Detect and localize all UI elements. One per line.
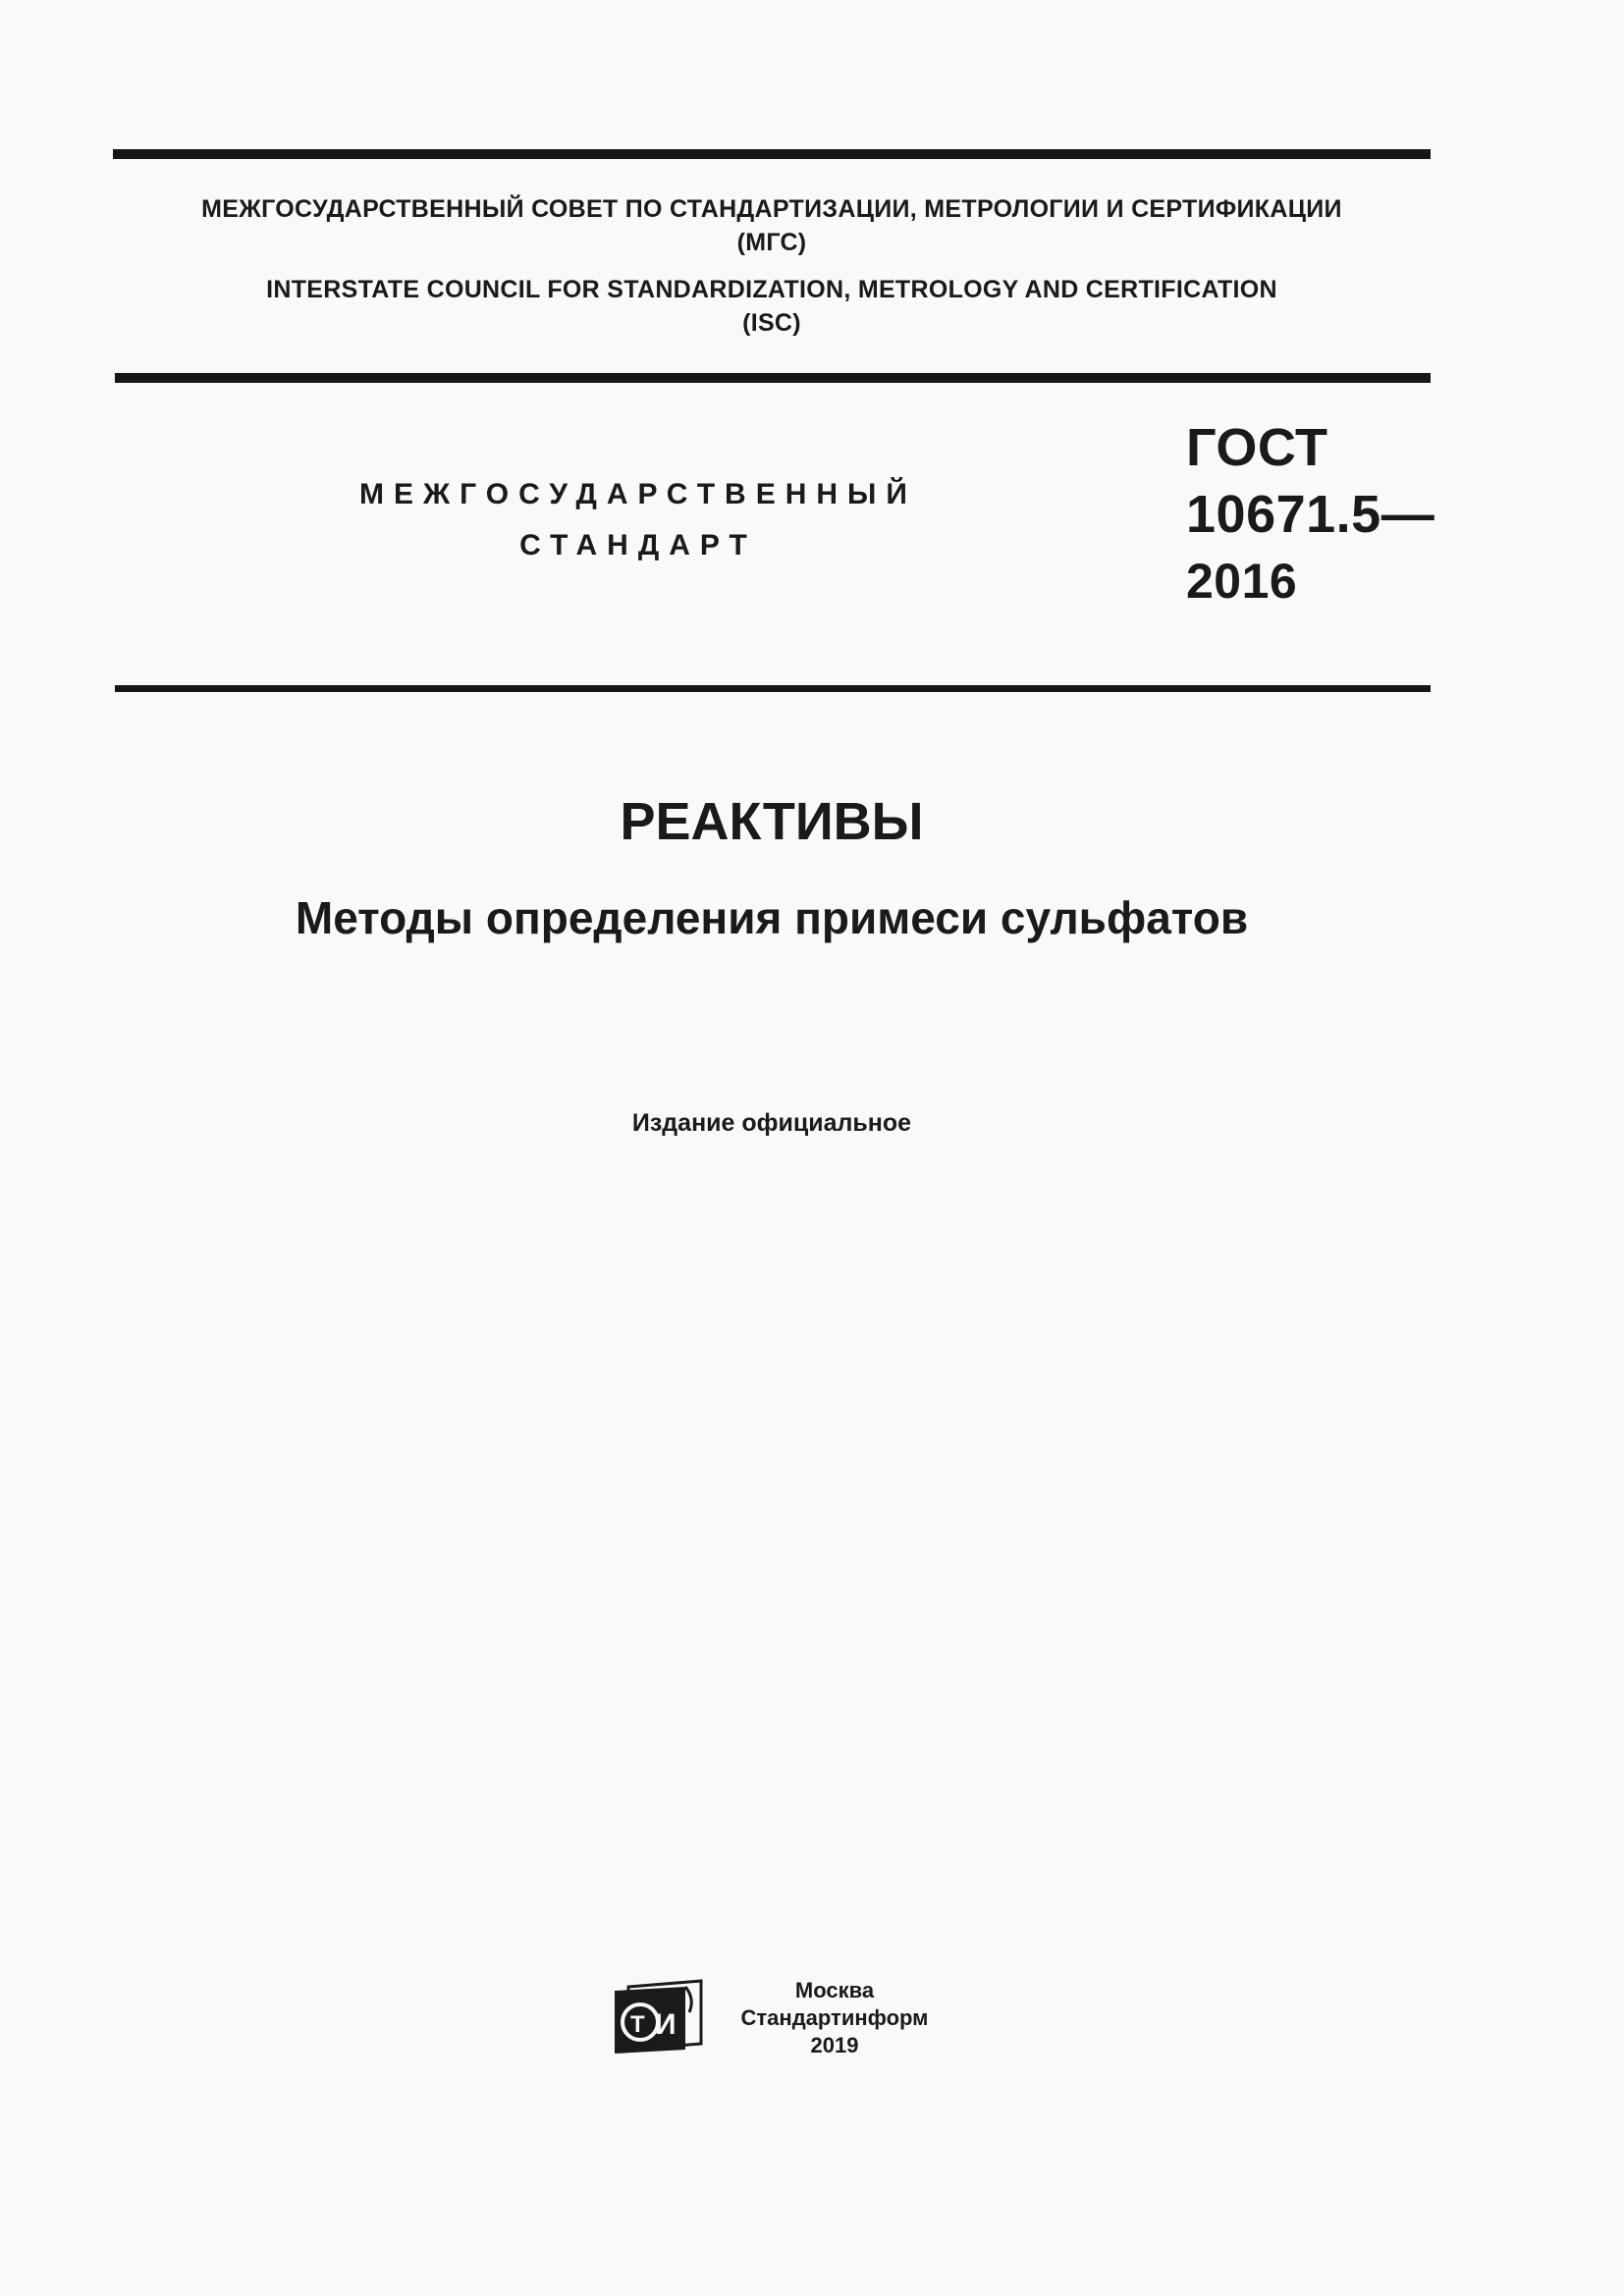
standartinform-logo-icon xyxy=(611,1979,705,2056)
imprint xyxy=(717,1977,952,2059)
imprint-city: Москва xyxy=(794,1978,875,2002)
council-name-en xyxy=(113,273,1431,340)
document-subtitle: Методы определения примеси сульфатов xyxy=(295,892,1249,943)
lower-rule xyxy=(115,685,1431,692)
council-abbr-en: (ISC) xyxy=(742,309,801,337)
council-abbr-ru: (МГС) xyxy=(736,229,807,256)
imprint-year: 2019 xyxy=(810,2033,859,2057)
standard-code: ГОСТ xyxy=(1186,418,1328,477)
svg-text:Т: Т xyxy=(630,2011,645,2038)
svg-text:И: И xyxy=(655,2008,677,2041)
middle-rule xyxy=(115,373,1431,383)
council-name-ru-text: МЕЖГОСУДАРСТВЕННЫЙ СОВЕТ ПО СТАНДАРТИЗАЦИИ, МЕТРОЛОГИИ И СЕРТИФИКАЦИИ xyxy=(201,195,1342,223)
standard-year: 2016 xyxy=(1186,554,1298,609)
document-title: РЕАКТИВЫ xyxy=(620,792,924,851)
edition-note: Издание официальное xyxy=(631,1109,912,1137)
council-name-ru xyxy=(113,192,1431,259)
standard-type-line2: СТАНДАРТ xyxy=(519,529,757,561)
standard-number xyxy=(1186,414,1435,614)
standard-number-value: 10671.5— xyxy=(1186,485,1435,544)
standard-type xyxy=(324,469,952,571)
imprint-publisher: Стандартинформ xyxy=(740,2005,929,2030)
top-rule xyxy=(113,149,1431,159)
standard-type-line1: МЕЖГОСУДАРСТВЕННЫЙ xyxy=(359,478,917,510)
council-name-en-text: INTERSTATE COUNCIL FOR STANDARDIZATION, METROLOGY AND CERTIFICATION xyxy=(266,276,1277,303)
